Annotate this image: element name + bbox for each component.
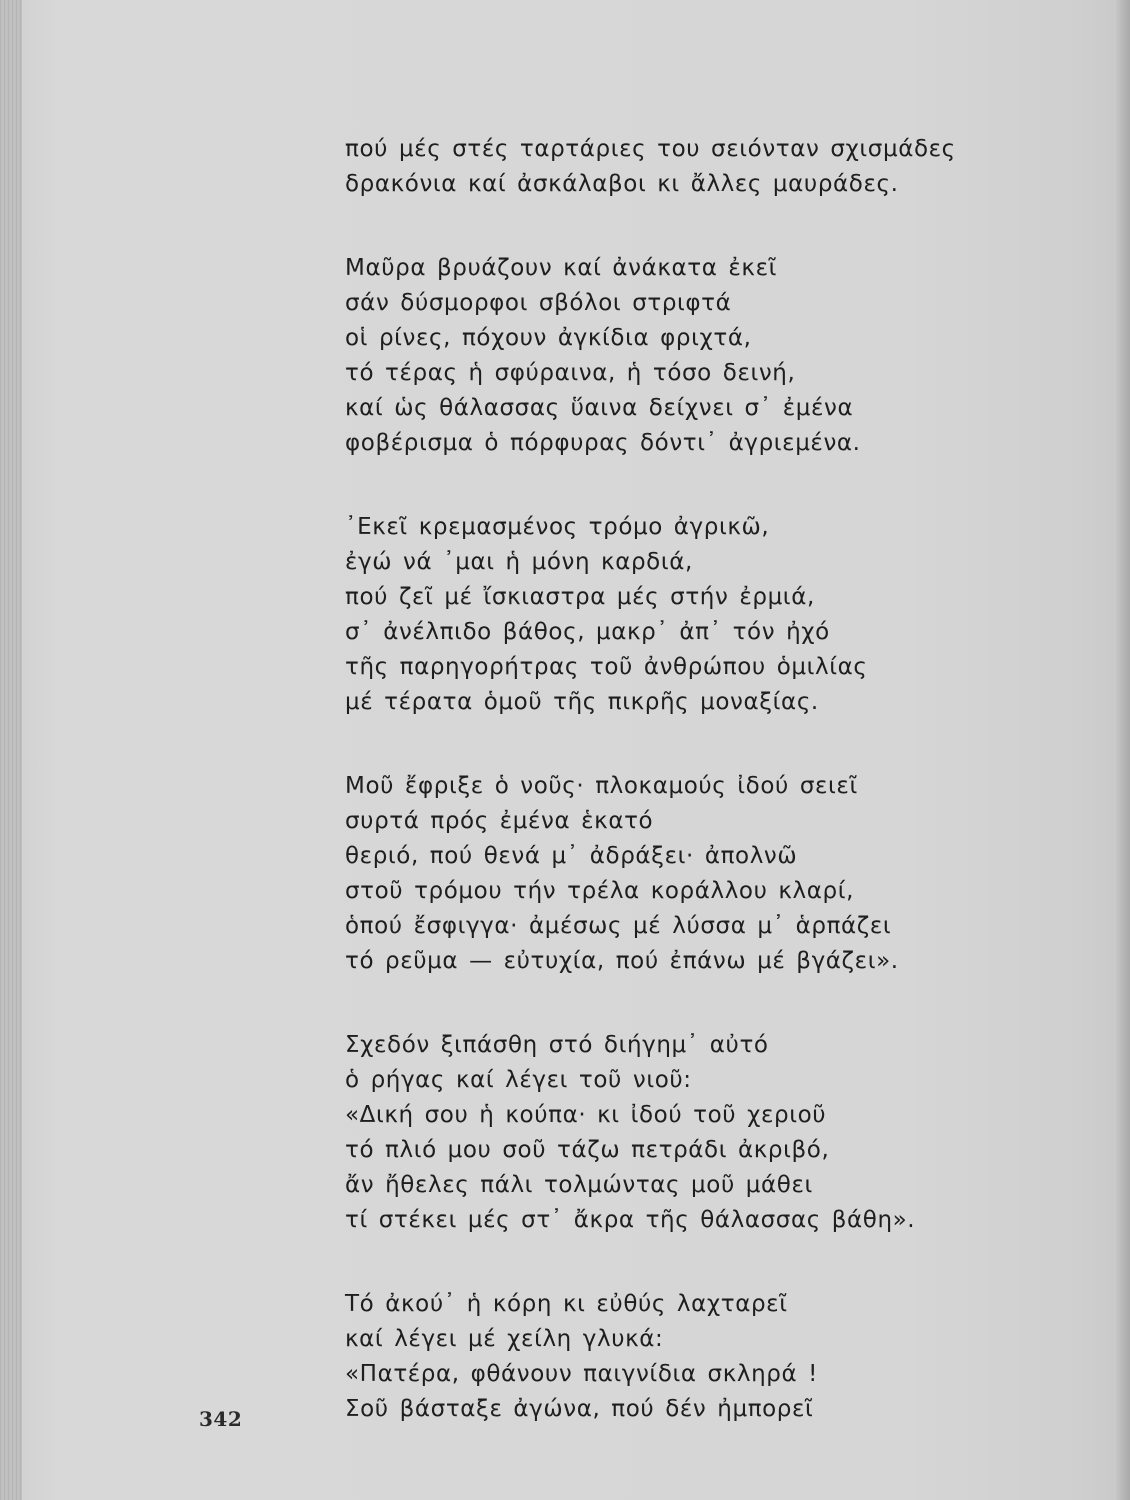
poem-line: καί ὡς θάλασσας ὕαινα δείχνει σ᾿ ἐμένα [345,395,854,421]
poem-line: Σοῦ βάσταξε ἀγώνα, πού δέν ἠμπορεῖ [345,1396,814,1422]
poem-line: «Πατέρα, φθάνουν παιγνίδια σκληρά ! [345,1361,818,1387]
stanza [345,1028,1065,1238]
poem-line: πού ζεῖ μέ ἴσκιαστρα μές στήν ἐρμιά, [345,584,815,610]
poem-line: «Δική σου ἡ κούπα· κι ἰδού τοῦ χεριοῦ [345,1102,827,1128]
poem-line: συρτά πρός ἐμένα ἑκατό [345,808,654,834]
stanza [345,132,1065,202]
poem-line: θεριό, πού θενά μ᾿ ἀδράξει· ἀπολνῶ [345,843,798,869]
poem-line: Τό ἀκού᾿ ἡ κόρη κι εὐθύς λαχταρεῖ [345,1291,788,1317]
stanza [345,251,1065,461]
stanza [345,510,1065,720]
stanza [345,769,1065,979]
poem-line: τό ρεῦμα — εὐτυχία, πού ἐπάνω μέ βγάζει». [345,948,899,974]
poem-line: ἄν ἤθελες πάλι τολμώντας μοῦ μάθει [345,1172,813,1198]
poem-line: Μαῦρα βρυάζουν καί ἀνάκατα ἐκεῖ [345,255,777,281]
poem-line: ὁπού ἔσφιγγα· ἀμέσως μέ λύσσα μ᾿ ἁρπάζει [345,913,892,939]
poem-line: τῆς παρηγορήτρας τοῦ ἀνθρώπου ὁμιλίας [345,654,868,680]
poem-line: τό πλιό μου σοῦ τάζω πετράδι ἀκριβό, [345,1137,830,1163]
poem-line: ἐγώ νά ᾿μαι ἡ μόνη καρδιά, [345,549,693,575]
poem-line: πού μές στές ταρτάριες του σειόνταν σχισμάδες [345,136,956,162]
page-number: 342 [199,1407,243,1431]
poem-line: σάν δύσμορφοι σβόλοι στριφτά [345,290,732,316]
poem-line: οἱ ρίνες, πόχουν ἀγκίδια φριχτά, [345,325,752,351]
stanza [345,1287,1065,1427]
poem-line: στοῦ τρόμου τήν τρέλα κοράλλου κλαρί, [345,878,855,904]
poem-line: μέ τέρατα ὁμοῦ τῆς πικρῆς μοναξίας. [345,689,819,715]
poem-line: Μοῦ ἔφριξε ὁ νοῦς· πλοκαμούς ἰδού σειεῖ [345,773,858,799]
poem-line: καί λέγει μέ χείλη γλυκά: [345,1326,664,1352]
poem-text [345,132,1065,1476]
poem-line: Σχεδόν ξιπάσθη στό διήγημ᾿ αὐτό [345,1032,769,1058]
poem-line: σ᾿ ἀνέλπιδο βάθος, μακρ᾿ ἀπ᾿ τόν ἠχό [345,619,830,645]
poem-line: τό τέρας ἡ σφύραινα, ἡ τόσο δεινή, [345,360,796,386]
page-edge-stack [0,0,22,1500]
poem-line: φοβέρισμα ὁ πόρφυρας δόντι᾿ ἀγριεμένα. [345,430,861,456]
page-gutter-shadow [1116,0,1130,1500]
poem-line: δρακόνια καί ἀσκάλαβοι κι ἄλλες μαυράδες. [345,171,899,197]
poem-line: τί στέκει μές στ᾿ ἄκρα τῆς θάλασσας βάθη». [345,1207,916,1233]
poem-line: ᾿Εκεῖ κρεμασμένος τρόμο ἀγρικῶ, [345,514,770,540]
poem-line: ὁ ρήγας καί λέγει τοῦ νιοῦ: [345,1067,692,1093]
